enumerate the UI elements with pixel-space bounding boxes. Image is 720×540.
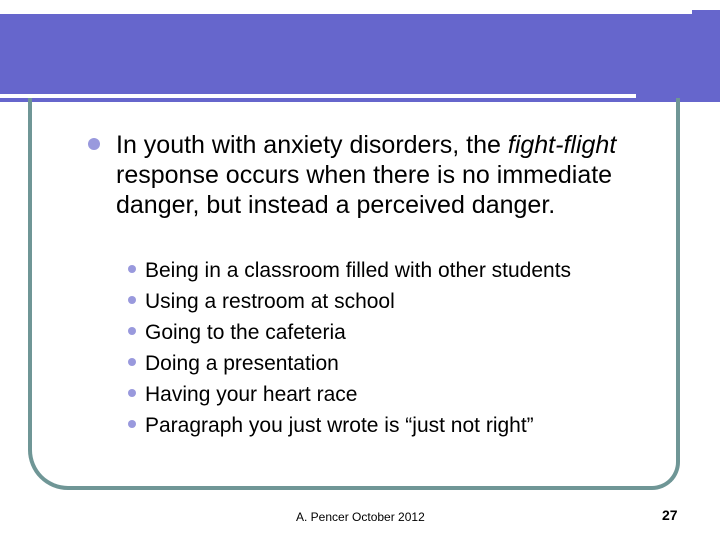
sub-bullet-list bbox=[128, 255, 571, 441]
sub-bullet-icon bbox=[128, 327, 136, 335]
sub-bullet-item bbox=[128, 255, 571, 286]
sub-bullet-item bbox=[128, 379, 571, 410]
sub-bullet-label: Having your heart race bbox=[145, 383, 358, 406]
page-number: 27 bbox=[662, 507, 678, 523]
sub-bullet-item bbox=[128, 317, 571, 348]
header-band-corner bbox=[692, 10, 720, 102]
sub-bullet-label: Going to the cafeteria bbox=[145, 321, 346, 344]
sub-bullet-item bbox=[128, 348, 571, 379]
header-band bbox=[0, 14, 692, 102]
sub-bullet-label: Doing a presentation bbox=[145, 352, 339, 375]
sub-bullet-icon bbox=[128, 420, 136, 428]
sub-bullet-label: Using a restroom at school bbox=[145, 290, 395, 313]
sub-bullet-label: Paragraph you just wrote is “just not right” bbox=[145, 414, 534, 437]
main-text-before: In youth with anxiety disorders, the bbox=[116, 131, 508, 159]
sub-bullet-icon bbox=[128, 358, 136, 366]
sub-bullet-item bbox=[128, 286, 571, 317]
main-text-after: response occurs when there is no immediate danger, but instead a perceived danger. bbox=[116, 161, 613, 219]
sub-bullet-item bbox=[128, 410, 571, 441]
sub-bullet-icon bbox=[128, 296, 136, 304]
sub-bullet-label: Being in a classroom filled with other students bbox=[145, 259, 572, 282]
main-bullet-text bbox=[116, 130, 676, 220]
sub-bullet-icon bbox=[128, 389, 136, 397]
sub-bullet-icon bbox=[128, 265, 136, 273]
footer-text: A. Pencer October 2012 bbox=[296, 510, 425, 524]
main-text-italic: fight-flight bbox=[507, 131, 617, 159]
main-bullet-icon bbox=[88, 138, 100, 150]
